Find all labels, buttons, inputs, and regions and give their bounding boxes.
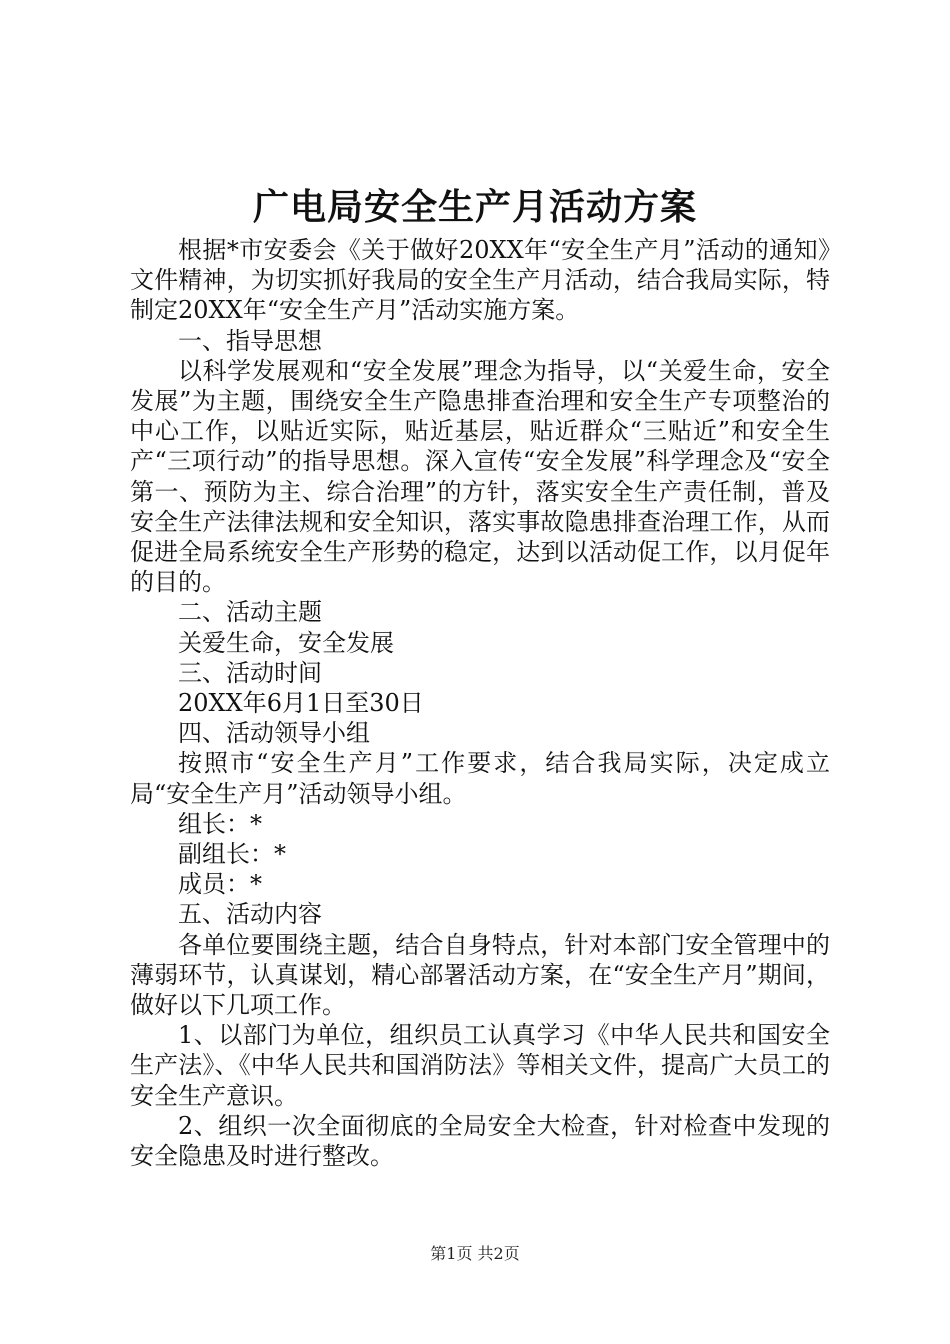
activity-content-paragraph: 各单位要围绕主题，结合自身特点，针对本部门安全管理中的薄弱环节，认真谋划，精心部署活动方案，在“安全生产月”期间，做好以下几项工作。 [130,930,830,1020]
content-item-1: 1、以部门为单位，组织员工认真学习《中华人民共和国安全生产法》、《中华人民共和国消防法》等相关文件，提高广大员工的安全生产意识。 [130,1021,830,1110]
intro-paragraph: 根据*市安委会《关于做好20XX年“安全生产月”活动的通知》文件精神，为切实抓好我局的安全生产月活动，结合我局实际，特制定20XX年“安全生产月”活动实施方案。 [130,236,830,325]
section-heading-activity-content: 五、活动内容 [178,900,322,929]
document-body [130,235,830,1171]
activity-theme-text: 关爱生命，安全发展 [178,628,394,657]
section-heading-activity-theme: 二、活动主题 [178,598,322,627]
members-line: 成员：* [178,870,262,899]
section-heading-activity-time: 三、活动时间 [178,658,322,687]
activity-time-text: 20XX年6月1日至30日 [178,689,424,718]
document-title: 广电局安全生产月活动方案 [252,186,697,228]
group-leader-line: 组长：* [178,809,262,838]
leading-group-paragraph: 按照市“安全生产月”工作要求，结合我局实际，决定成立局“安全生产月”活动领导小组。 [130,749,830,808]
section-heading-leading-group: 四、活动领导小组 [178,719,370,748]
deputy-leader-line: 副组长：* [178,840,286,869]
guiding-ideology-paragraph: 以科学发展观和“安全发展”理念为指导，以“关爱生命，安全发展”为主题，围绕安全生产隐患排查治理和安全生产专项整治的中心工作，以贴近实际，贴近基层，贴近群众“三贴近”和安全生产“三项行动”的指导思想。深入宣传“安全发展”科学理念及“安全第一、预防为主、综合治理”的方针，落实安全生产责任制，普及安全生产法律法规和安全知识，落实事故隐患排查治理工作，从而促进全局系统安全生产形势的稳定，达到以活动促工作，以月促年的目的。 [130,356,830,597]
page-number-footer: 第1页 共2页 [430,1244,520,1263]
section-heading-guiding-ideology: 一、指导思想 [178,326,322,355]
content-item-2: 2、组织一次全面彻底的全局安全大检查，针对检查中发现的安全隐患及时进行整改。 [130,1111,830,1171]
